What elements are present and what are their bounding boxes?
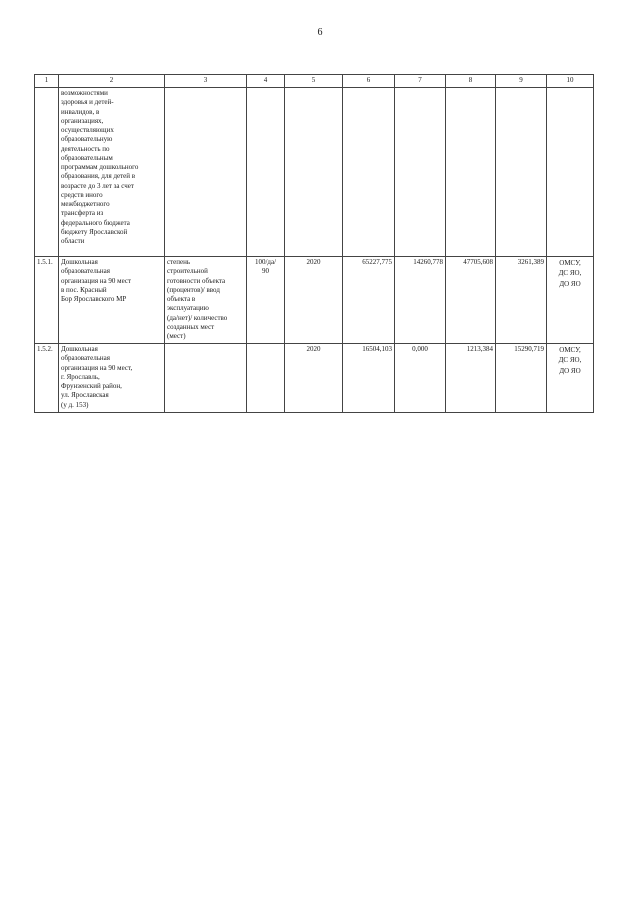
cell-local: 15290,719 bbox=[496, 344, 547, 413]
cell-federal bbox=[395, 88, 446, 257]
cell-name: возможностями здоровья и детей- инвалидов, в организациях, осуществляющих образовательную деятельность по образовательным программам дошкольного образования, для детей в возрасте до 3 лет за счет средств иного межбюджетного трансферта из федерального бюджета бюджету Ярославской области bbox=[59, 88, 165, 257]
cell-federal: 0,000 bbox=[395, 344, 446, 413]
cell-target bbox=[247, 344, 285, 413]
cell-name: Дошкольная образовательная организация на 90 мест в пос. Красный Бор Ярославского МР bbox=[59, 257, 165, 344]
header-col-1: 1 bbox=[35, 75, 59, 88]
header-col-3: 3 bbox=[165, 75, 247, 88]
header-col-8: 8 bbox=[446, 75, 496, 88]
cell-name: Дошкольная образовательная организация на 90 мест, г. Ярославль, Фрунзенский район, ул. Ярославская (у д. 153) bbox=[59, 344, 165, 413]
cell-local: 3261,389 bbox=[496, 257, 547, 344]
cell-regional: 47705,608 bbox=[446, 257, 496, 344]
header-col-9: 9 bbox=[496, 75, 547, 88]
cell-target bbox=[247, 88, 285, 257]
cell-local bbox=[496, 88, 547, 257]
cell-total: 16504,103 bbox=[343, 344, 395, 413]
table-row bbox=[35, 257, 594, 344]
cell-federal: 14260,778 bbox=[395, 257, 446, 344]
table-header-row bbox=[35, 75, 594, 88]
cell-num: 1.5.2. bbox=[35, 344, 59, 413]
page-number: 6 bbox=[317, 27, 323, 38]
header-col-10: 10 bbox=[547, 75, 594, 88]
cell-num: 1.5.1. bbox=[35, 257, 59, 344]
cell-regional: 1213,384 bbox=[446, 344, 496, 413]
cell-indicator: степень строительной готовности объекта (процентов)/ ввод объекта в эксплуатацию (да/нет)/ количество созданных мест (мест) bbox=[165, 257, 247, 344]
cell-regional bbox=[446, 88, 496, 257]
header-col-6: 6 bbox=[343, 75, 395, 88]
cell-indicator bbox=[165, 88, 247, 257]
program-table bbox=[34, 74, 594, 413]
cell-indicator bbox=[165, 344, 247, 413]
cell-year: 2020 bbox=[285, 344, 343, 413]
header-col-7: 7 bbox=[395, 75, 446, 88]
header-col-2: 2 bbox=[59, 75, 165, 88]
header-col-5: 5 bbox=[285, 75, 343, 88]
cell-num bbox=[35, 88, 59, 257]
table-row-continuation bbox=[35, 88, 594, 257]
cell-executor: ОМСУ, ДС ЯО, ДО ЯО bbox=[547, 344, 594, 413]
header-col-4: 4 bbox=[247, 75, 285, 88]
cell-executor: ОМСУ, ДС ЯО, ДО ЯО bbox=[547, 257, 594, 344]
cell-year bbox=[285, 88, 343, 257]
table-row bbox=[35, 344, 594, 413]
cell-target: 100/да/ 90 bbox=[247, 257, 285, 344]
cell-total bbox=[343, 88, 395, 257]
cell-year: 2020 bbox=[285, 257, 343, 344]
cell-executor bbox=[547, 88, 594, 257]
cell-total: 65227,775 bbox=[343, 257, 395, 344]
